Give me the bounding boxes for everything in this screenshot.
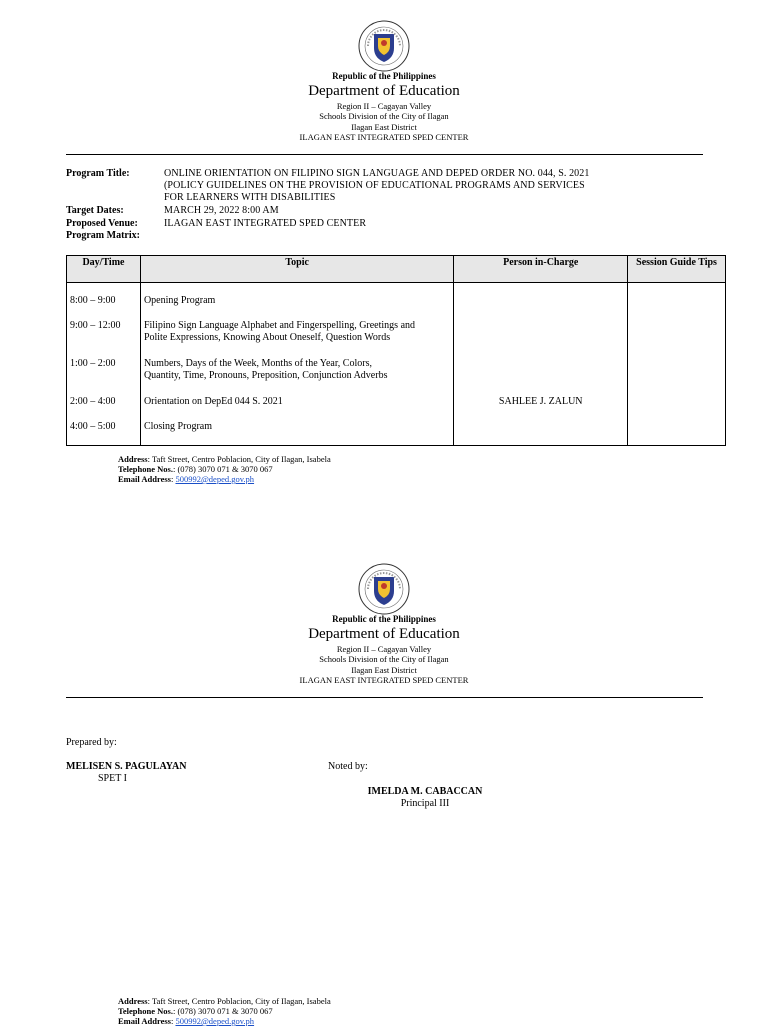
preparer-name: MELISEN S. PAGULAYAN [66, 761, 187, 772]
address-line [118, 454, 331, 464]
time-slot: 4:00 – 5:00 [70, 421, 116, 432]
republic-text: Republic of the Philippines [332, 614, 436, 624]
program-matrix-table [66, 255, 726, 446]
deped-seal-icon [358, 563, 410, 615]
topic-line: Polite Expressions, Knowing About Oneself, Question Words [143, 332, 391, 343]
district-text: Ilagan East District [351, 665, 417, 675]
program-title-label: Program Title: [66, 168, 130, 179]
column-header-daytime: Day/Time [67, 256, 141, 283]
email-label: Email Address [118, 1016, 171, 1026]
topic-line: Orientation on DepEd 044 S. 2021 [143, 396, 283, 407]
noter-title: Principal III [400, 798, 450, 809]
email-line [118, 1016, 254, 1026]
telephone-label: Telephone Nos. [118, 464, 173, 474]
email-label: Email Address [118, 474, 171, 484]
person-in-charge: SAHLEE J. ZALUN [498, 396, 583, 407]
program-title-line: FOR LEARNERS WITH DISABILITIES [164, 192, 336, 203]
topic-line: Quantity, Time, Pronouns, Preposition, Conjunction Adverbs [143, 370, 388, 381]
telephone-value: : (078) 3070 071 & 3070 067 [172, 1006, 273, 1016]
target-dates-value: MARCH 29, 2022 8:00 AM [164, 205, 279, 216]
time-slot: 1:00 – 2:00 [70, 358, 116, 369]
column-header-topic: Topic [140, 256, 453, 283]
telephone-value: : (078) 3070 071 & 3070 067 [172, 464, 273, 474]
preparer-title: SPET I [98, 773, 127, 784]
republic-text: Republic of the Philippines [332, 71, 436, 81]
time-slot: 2:00 – 4:00 [70, 396, 116, 407]
column-header-person: Person in-Charge [454, 256, 628, 283]
email-separator: : [170, 474, 176, 484]
address-value: : Taft Street, Centro Poblacion, City of Ilagan, Isabela [147, 996, 331, 1006]
venue-value: ILAGAN EAST INTEGRATED SPED CENTER [164, 218, 367, 229]
telephone-line [118, 464, 273, 474]
prepared-by-label: Prepared by: [66, 737, 117, 748]
column-header-tips: Session Guide Tips [628, 256, 726, 283]
address-label: Address [118, 996, 148, 1006]
region-text: Region II – Cagayan Valley [336, 101, 432, 111]
school-text: ILAGAN EAST INTEGRATED SPED CENTER [299, 675, 469, 685]
address-label: Address [118, 454, 148, 464]
time-slot: 9:00 – 12:00 [70, 320, 121, 331]
noted-by-label: Noted by: [328, 761, 368, 772]
topic-cell [140, 283, 453, 446]
telephone-label: Telephone Nos. [118, 1006, 173, 1016]
program-title-line: (POLICY GUIDELINES ON THE PROVISION OF EDUCATIONAL PROGRAMS AND SERVICES [164, 180, 585, 191]
program-title-line: ONLINE ORIENTATION ON FILIPINO SIGN LANGUAGE AND DEPED ORDER NO. 044, S. 2021 [164, 168, 590, 179]
region-text: Region II – Cagayan Valley [336, 644, 432, 654]
program-matrix-label: Program Matrix: [66, 230, 140, 241]
email-link[interactable]: 500992@deped.gov.ph [175, 1016, 255, 1026]
venue-label: Proposed Venue: [66, 218, 138, 229]
address-value: : Taft Street, Centro Poblacion, City of Ilagan, Isabela [147, 454, 331, 464]
topic-line: Opening Program [143, 295, 216, 306]
daytime-cell [67, 283, 141, 446]
header-divider [66, 154, 703, 155]
noter-name: IMELDA M. CABACCAN [367, 786, 483, 797]
topic-line: Filipino Sign Language Alphabet and Fingerspelling, Greetings and [143, 320, 416, 331]
department-title: Department of Education [308, 626, 460, 642]
time-slot: 8:00 – 9:00 [70, 295, 116, 306]
division-text: Schools Division of the City of Ilagan [319, 111, 449, 121]
topic-line: Closing Program [143, 421, 212, 432]
topic-line: Numbers, Days of the Week, Months of the Year, Colors, [143, 358, 372, 369]
person-cell [454, 283, 628, 446]
table-row [67, 283, 726, 446]
school-text: ILAGAN EAST INTEGRATED SPED CENTER [299, 132, 469, 142]
tips-cell [628, 283, 726, 446]
email-link[interactable]: 500992@deped.gov.ph [175, 474, 255, 484]
target-dates-label: Target Dates: [66, 205, 124, 216]
email-separator: : [170, 1016, 176, 1026]
district-text: Ilagan East District [351, 122, 417, 132]
email-line [118, 474, 254, 484]
address-line [118, 996, 331, 1006]
telephone-line [118, 1006, 273, 1016]
header-divider [66, 697, 703, 698]
table-header-row [67, 256, 726, 283]
deped-seal-icon [358, 20, 410, 72]
department-title: Department of Education [308, 83, 460, 99]
division-text: Schools Division of the City of Ilagan [319, 654, 449, 664]
